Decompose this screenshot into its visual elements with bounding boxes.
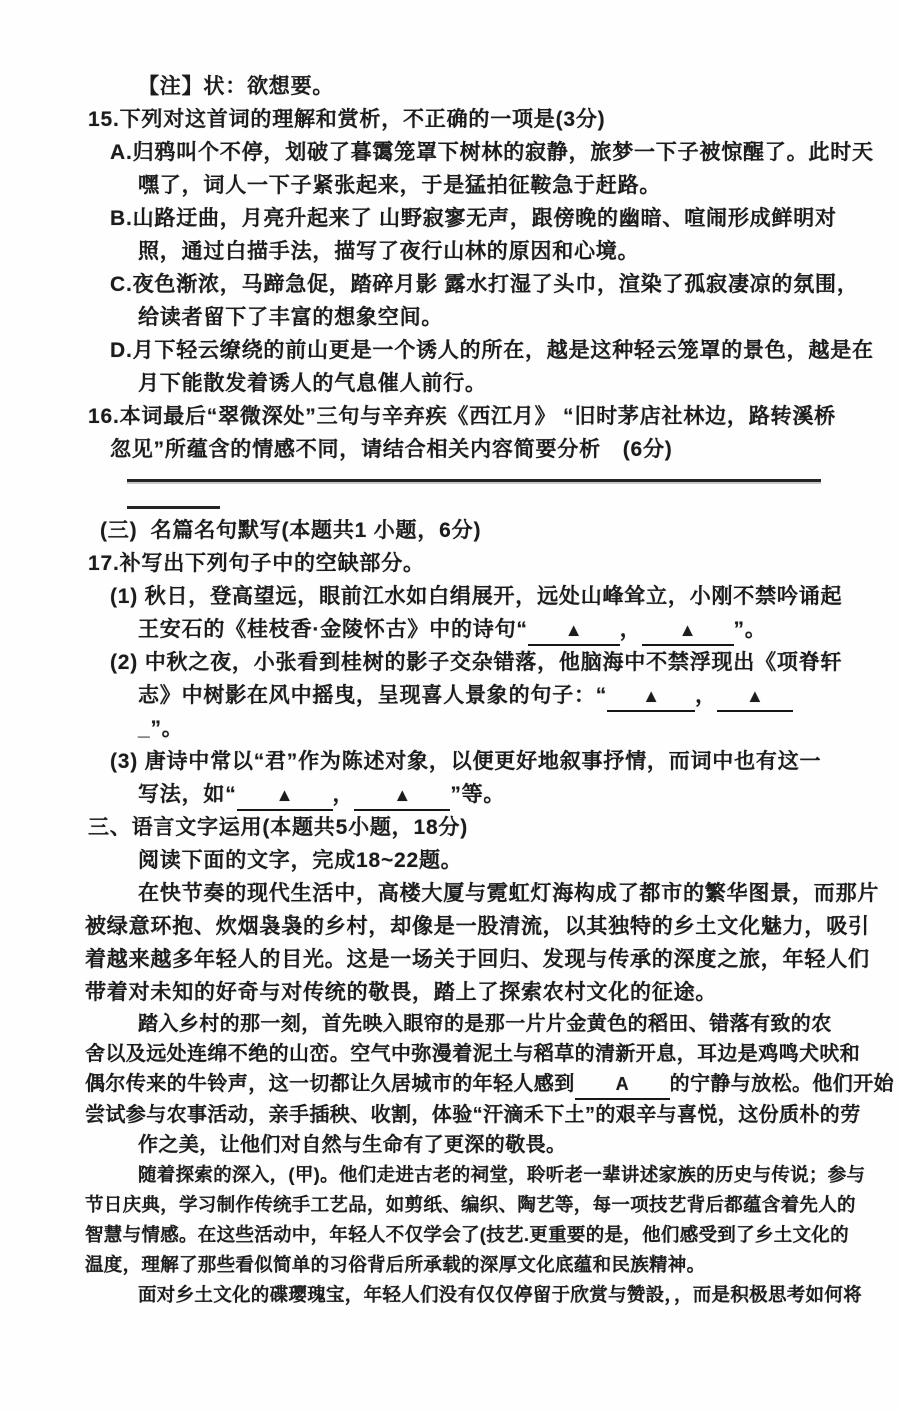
passage-p1-l1 bbox=[0, 877, 900, 910]
text-run: 月下能散发着诱人的气息催人前行。 bbox=[138, 372, 487, 395]
option-a-cont bbox=[0, 169, 900, 202]
text-run: 随着探索的深入，(甲)。他们走进古老的祠堂，聆听老一辈讲述家族的历史与传说；参与 bbox=[138, 1164, 866, 1185]
divider-line-short bbox=[127, 506, 220, 509]
text-run: ”。 bbox=[733, 618, 767, 641]
text-run: ， bbox=[619, 618, 642, 641]
reading-instruction bbox=[0, 844, 900, 877]
question-16-cont bbox=[0, 433, 900, 466]
text-run: 嘿了，词人一下子紧张起来，于是猛拍征鞍急于赶路。 bbox=[138, 174, 662, 197]
item-2 bbox=[0, 646, 900, 679]
item-3-cont bbox=[0, 778, 900, 811]
section-language-use bbox=[0, 811, 900, 844]
passage-p1-l2 bbox=[0, 910, 900, 943]
option-b-cont bbox=[0, 235, 900, 268]
text-run: 带着对未知的好奇与对传统的敬畏，踏上了探索农村文化的征途。 bbox=[85, 981, 718, 1004]
question-17 bbox=[0, 547, 900, 580]
text-run: 尝试参与农事活动，亲手插秧、收割，体验“汗滴禾下土”的艰辛与喜悦，这份质朴的劳 bbox=[85, 1104, 861, 1126]
text-run: 着越来越多年轻人的目光。这是一场关于回归、发现与传承的深度之旅，年轻人们 bbox=[85, 948, 870, 971]
answer-blank: A bbox=[575, 1072, 670, 1100]
item-2-cont bbox=[0, 679, 900, 712]
text-run: ”等。 bbox=[450, 783, 506, 806]
text-run: 面对乡土文化的碟璎瑰宝，年轻人们没有仅仅停留于欣赏与赞設，，而是积极思考如何将 bbox=[138, 1284, 862, 1305]
text-run: 节日庆典，学习制作传统手工艺品，如剪纸、编织、陶艺等，每一项技艺背后都蕴含着先人的 bbox=[85, 1194, 856, 1215]
answer-blank: ▲ bbox=[642, 618, 734, 646]
text-run: (三) 名篇名句默写(本题共1 小题，6分) bbox=[100, 519, 482, 542]
answer-blank: ▲ bbox=[607, 684, 695, 712]
text-run: 照，通过白描手法，描写了夜行山林的原因和心境。 bbox=[138, 240, 640, 263]
passage-p2-l1 bbox=[0, 1009, 900, 1039]
passage-p2-l2 bbox=[0, 1039, 900, 1069]
text-run: 给读者留下了丰富的想象空间。 bbox=[138, 306, 444, 329]
question-16 bbox=[0, 400, 900, 433]
text-run: 舍以及远处连绵不绝的山峦。空气中弥漫着泥土与稻草的清新开息，耳边是鸡鸣犬吠和 bbox=[85, 1043, 861, 1065]
text-run: 志》中树影在风中摇曳，呈现喜人景象的句子：“ bbox=[138, 684, 608, 707]
text-run: A.归鸦叫个不停，划破了暮霭笼罩下树林的寂静，旅梦一下子被惊醒了。此时天 bbox=[110, 141, 874, 164]
passage-p1-l3 bbox=[0, 943, 900, 976]
text-run: 的宁静与放松。他们开始 bbox=[669, 1073, 895, 1095]
text-run: ， bbox=[695, 684, 717, 707]
passage-p3-l3 bbox=[0, 1220, 900, 1250]
section-3-header bbox=[0, 514, 900, 547]
option-d-cont bbox=[0, 367, 900, 400]
passage-p3-l4 bbox=[0, 1250, 900, 1280]
text-run: 智慧与情感。在这些活动中，年轻人不仅学会了(技艺.更重要的是，他们感受到了乡土文化的 bbox=[85, 1224, 849, 1245]
text-run: 被绿意环抱、炊烟袅袅的乡村，却像是一股清流，以其独特的乡土文化魅力，吸引 bbox=[85, 915, 870, 938]
question-15 bbox=[0, 103, 900, 136]
text-run: B.山路迂曲，月亮升起来了 山野寂寥无声，跟傍晚的幽暗、喧闹形成鲜明对 bbox=[110, 207, 837, 230]
passage-p2-l3 bbox=[0, 1069, 900, 1100]
text-run: ， bbox=[332, 783, 355, 806]
text-run: 忽见”所蕴含的情感不同，请结合相关内容简要分析 (6分) bbox=[110, 438, 673, 461]
text-run: 三、语言文字运用(本题共5小题，18分) bbox=[88, 816, 469, 839]
answer-blank: ▲ bbox=[717, 684, 793, 712]
passage-p1-l4 bbox=[0, 976, 900, 1009]
text-run: 踏入乡村的那一刻，首先映入眼帘的是那一片片金黄色的稻田、错落有致的农 bbox=[138, 1013, 832, 1035]
text-run: 偶尔传来的牛铃声，这一切都让久居城市的年轻人感到 bbox=[85, 1073, 575, 1095]
text-run: (2) 中秋之夜，小张看到桂树的影子交杂错落，他脑海中不禁浮现出《项脊轩 bbox=[110, 651, 843, 674]
text-run: 温度，理解了那些看似简单的习俗背后所承载的深厚文化底蕴和民族精神。 bbox=[85, 1254, 706, 1275]
text-run: D.月下轻云缭绕的前山更是一个诱人的所在，越是这种轻云笼罩的景色，越是在 bbox=[110, 339, 874, 362]
text-run: 17.补写出下列句子中的空缺部分。 bbox=[88, 552, 425, 575]
option-a bbox=[0, 136, 900, 169]
text-run: C.夜色渐浓，马蹄急促，踏碎月影 露水打湿了头巾，渲染了孤寂凄凉的氛围， bbox=[110, 273, 859, 296]
item-1-cont bbox=[0, 613, 900, 646]
text-run: 作之美，让他们对自然与生命有了更深的敬畏。 bbox=[138, 1134, 567, 1156]
divider-line-long bbox=[127, 479, 821, 482]
text-run: 【注】状：欲想要。 bbox=[138, 75, 335, 98]
passage-p4-l1 bbox=[0, 1280, 900, 1310]
text-run: (3) 唐诗中常以“君”作为陈述对象，以便更好地叙事抒情，而词中也有这一 bbox=[110, 750, 822, 773]
item-3 bbox=[0, 745, 900, 778]
option-c bbox=[0, 268, 900, 301]
passage-p3-l2 bbox=[0, 1190, 900, 1220]
option-b bbox=[0, 202, 900, 235]
option-d bbox=[0, 334, 900, 367]
option-c-cont bbox=[0, 301, 900, 334]
text-run: 16.本词最后“翠微深处”三句与辛弃疾《西江月》 “旧时茅店社林边，路转溪桥 bbox=[88, 405, 836, 428]
item-2-cont2 bbox=[0, 712, 900, 745]
text-run: 阅读下面的文字，完成18~22题。 bbox=[138, 849, 463, 872]
passage-p2-l5 bbox=[0, 1130, 900, 1160]
text-run: 写法，如“ bbox=[138, 783, 237, 806]
text-run: 15.下列对这首词的理解和赏析，不正确的一项是(3分) bbox=[88, 108, 606, 131]
text-run: _”。 bbox=[138, 717, 184, 740]
text-run: (1) 秋日，登高望远，眼前江水如白绢展开，远处山峰耸立，小刚不禁吟诵起 bbox=[110, 585, 843, 608]
note-line bbox=[0, 70, 900, 103]
answer-blank: ▲ bbox=[354, 783, 450, 811]
answer-blank: ▲ bbox=[237, 783, 333, 811]
item-1 bbox=[0, 580, 900, 613]
text-run: 王安石的《桂枝香·金陵怀古》中的诗句“ bbox=[138, 618, 528, 641]
passage-p2-l4 bbox=[0, 1100, 900, 1130]
passage-p3-l1 bbox=[0, 1160, 900, 1190]
text-run: 在快节奏的现代生活中，高楼大厦与霓虹灯海构成了都市的繁华图景，而那片 bbox=[138, 882, 880, 905]
answer-blank: ▲ bbox=[528, 618, 620, 646]
